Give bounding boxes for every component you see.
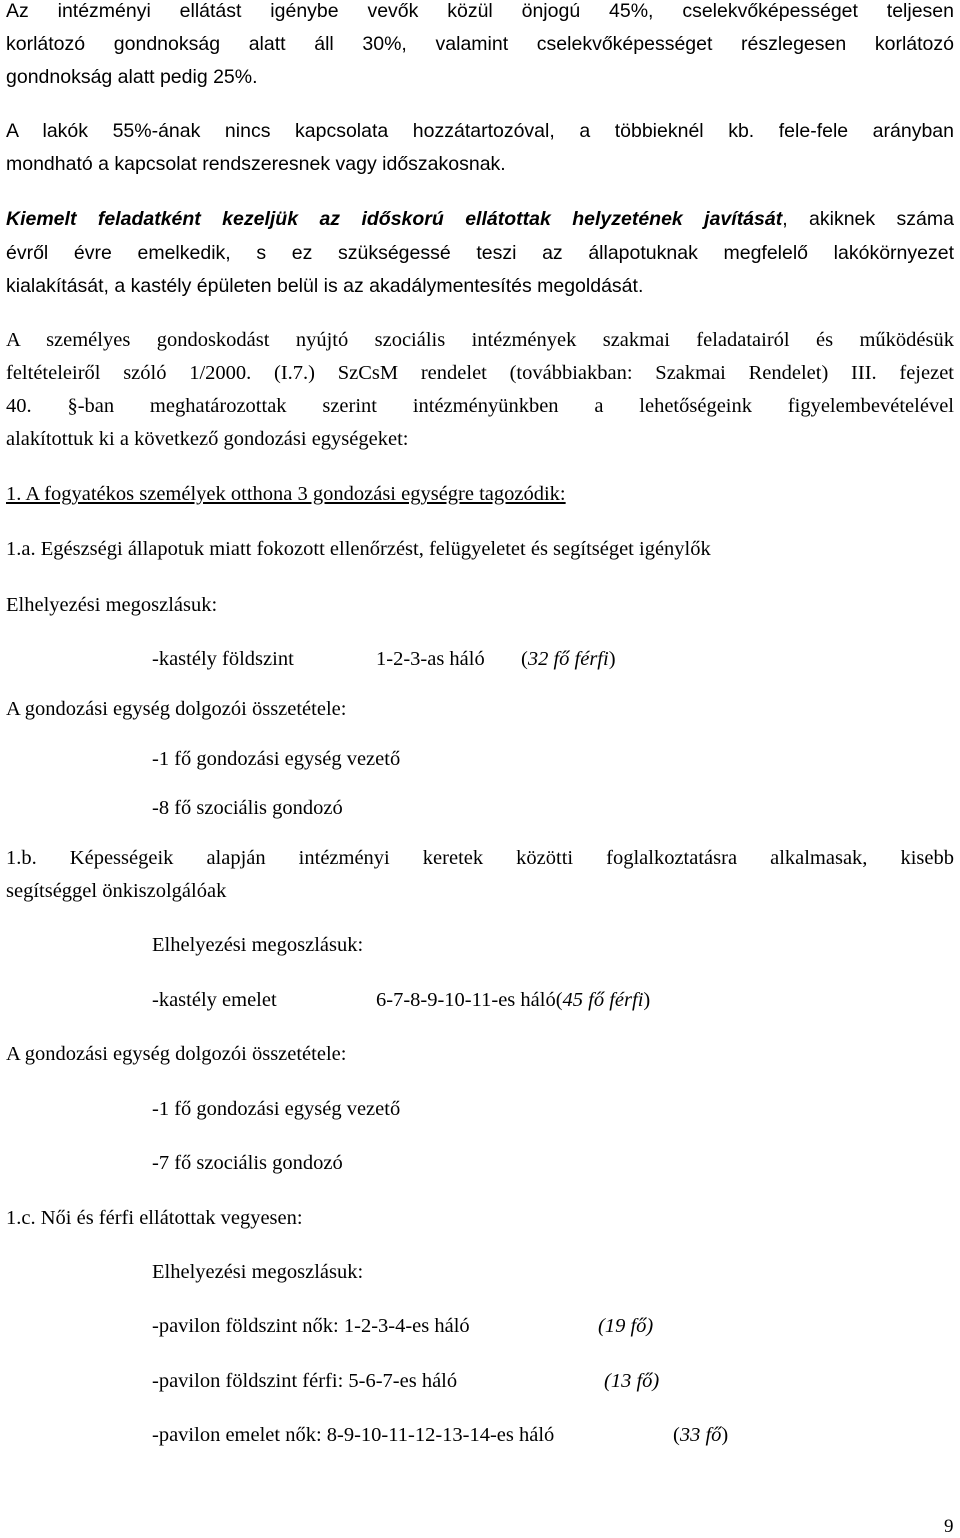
paragraph-3-line-1-rest: , akiknek száma: [782, 208, 954, 230]
unit-c-placement-label: Elhelyezési megoszlásuk:: [152, 1261, 364, 1283]
paragraph-2-line-2: mondható a kapcsolat rendszeresnek vagy időszakosnak.: [6, 153, 506, 175]
page-number: 9: [944, 1516, 954, 1537]
paragraph-3-line-2: évről évre emelkedik, s ez szükségessé teszi az állapotuknak megfelelő lakókörnyezet: [6, 242, 954, 264]
unit-a-title: 1.a. Egészségi állapotuk miatt fokozott ellenőrzést, felügyeletet és segítséget igénylők: [6, 538, 711, 560]
paragraph-1-line-3: gondnokság alatt pedig 25%.: [6, 66, 258, 88]
paragraph-4-line-2: feltételeiről szóló 1/2000. (I.7.) SzCsM rendelet (továbbiakban: Szakmai Rendelet) III. fejezet: [6, 362, 954, 384]
unit-a-placement-label: Elhelyezési megoszlásuk:: [6, 594, 218, 616]
unit-c-row-1-count: (19 fő): [598, 1315, 654, 1337]
paragraph-3-line-1: [6, 206, 954, 232]
unit-c-row-2-count: (13 fő): [604, 1370, 660, 1392]
paragraph-1-line-1: Az intézményi ellátást igénybe vevők közül önjogú 45%, cselekvőképességet teljesen: [6, 0, 954, 22]
unit-b-staff-1: -1 fő gondozási egység vezető: [152, 1098, 401, 1120]
unit-a-rooms: 1-2-3-as háló: [376, 648, 485, 670]
unit-b-placement-label: Elhelyezési megoszlásuk:: [152, 934, 364, 956]
unit-c-row-2: -pavilon földszint férfi: 5-6-7-es háló: [152, 1370, 458, 1392]
unit-b-title-line-1: 1.b. Képességeik alapján intézményi keretek közötti foglalkoztatásra alkalmasak, kisebb: [6, 847, 954, 869]
unit-b-location: -kastély emelet: [152, 989, 277, 1011]
paragraph-1-line-2: korlátozó gondnokság alatt áll 30%, valamint cselekvőképességet részlegesen korlátozó: [6, 33, 954, 55]
unit-b-staff-2: -7 fő szociális gondozó: [152, 1152, 343, 1174]
section-heading: 1. A fogyatékos személyek otthona 3 gondozási egységre tagozódik:: [6, 483, 566, 505]
unit-b-title-line-2: segítséggel önkiszolgálóak: [6, 880, 227, 902]
paragraph-4-line-1: A személyes gondoskodást nyújtó szociális intézmények szakmai feladatairól és működésük: [6, 329, 954, 351]
unit-a-staff-label: A gondozási egység dolgozói összetétele:: [6, 698, 347, 720]
paragraph-2-line-1: A lakók 55%-ának nincs kapcsolata hozzátartozóval, a többieknél kb. fele-fele arányban: [6, 120, 954, 142]
unit-c-row-3: -pavilon emelet nők: 8-9-10-11-12-13-14-es háló: [152, 1424, 555, 1446]
unit-a-count: (32 fő férfi): [521, 648, 616, 670]
unit-a-staff-2: -8 fő szociális gondozó: [152, 797, 343, 819]
paragraph-3-line-3: kialakítását, a kastély épületen belül is az akadálymentesítés megoldását.: [6, 275, 644, 297]
paragraph-4-line-4: alakítottuk ki a következő gondozási egységeket:: [6, 428, 409, 450]
unit-c-row-1: -pavilon földszint nők: 1-2-3-4-es háló: [152, 1315, 470, 1337]
paragraph-4-line-3: 40. §-ban meghatározottak szerint intézményünkben a lehetőségeink figyelembevételével: [6, 395, 954, 417]
unit-b-rooms: 6-7-8-9-10-11-es háló(45 fő férfi): [376, 989, 651, 1011]
unit-b-staff-label: A gondozási egység dolgozói összetétele:: [6, 1043, 347, 1065]
unit-c-title: 1.c. Női és férfi ellátottak vegyesen:: [6, 1207, 303, 1229]
unit-a-location: -kastély földszint: [152, 648, 294, 670]
emphasis-text: Kiemelt feladatként kezeljük az időskorú ellátottak helyzetének javítását: [6, 208, 783, 230]
unit-a-staff-1: -1 fő gondozási egység vezető: [152, 748, 401, 770]
unit-c-row-3-count: (33 fő): [673, 1424, 729, 1446]
